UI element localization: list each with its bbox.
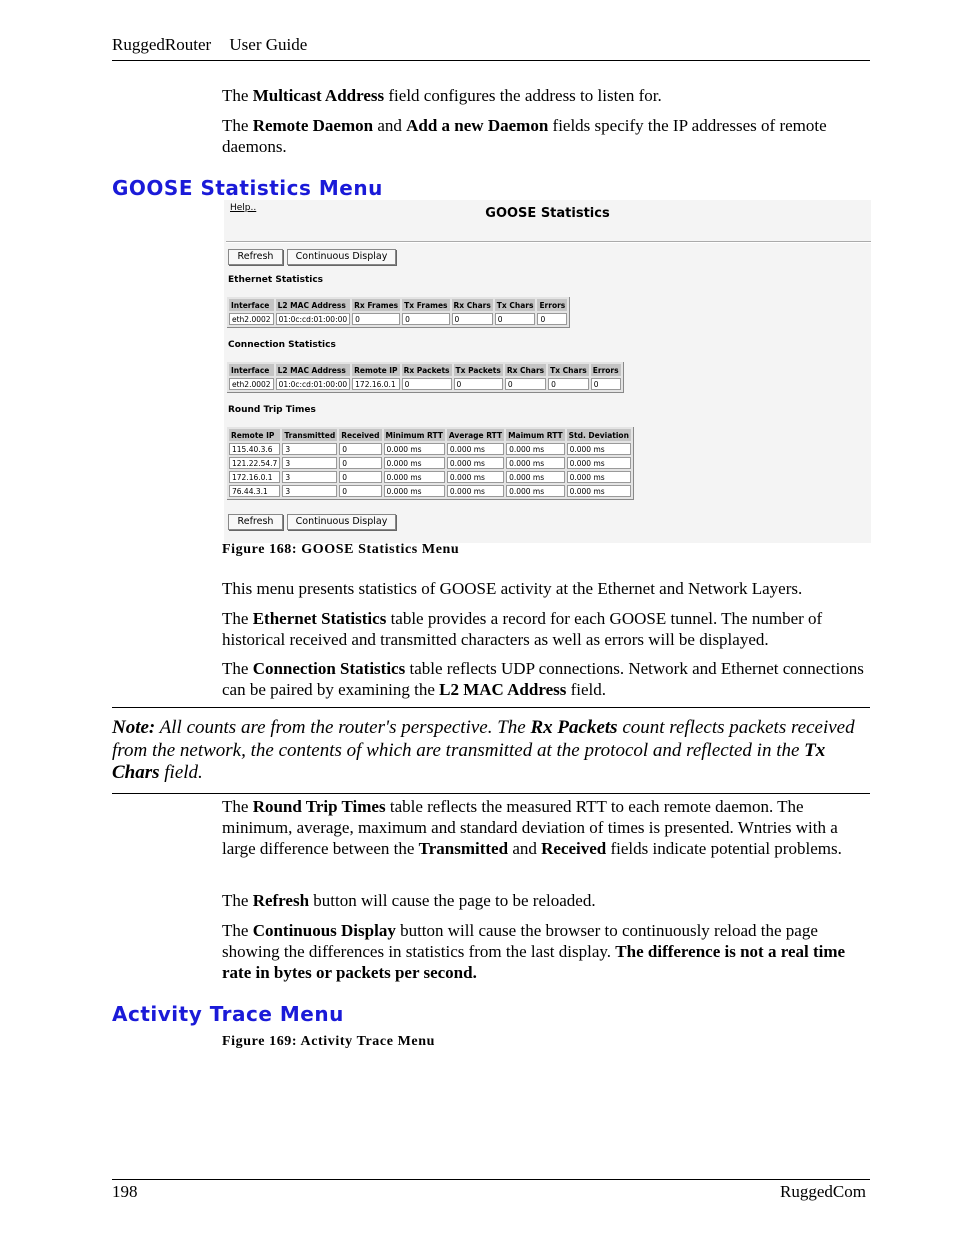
table-cell: 0.000 ms — [447, 457, 504, 469]
column-header: Rx Chars — [453, 300, 491, 310]
table-cell: 0 — [402, 313, 449, 325]
table-cell: 01:0c:cd:01:00:00 — [276, 313, 351, 325]
continuous-display-button-top[interactable]: Continuous Display — [287, 249, 396, 265]
table-cell: 0 — [339, 443, 381, 455]
table-cell: 0 — [339, 471, 381, 483]
panel-divider — [226, 241, 871, 243]
round-trip-times-heading: Round Trip Times — [228, 405, 316, 415]
table-cell: eth2.0002 — [229, 378, 274, 390]
panel-title: GOOSE Statistics — [485, 206, 610, 221]
section-title-activity-trace: Activity Trace Menu — [112, 1002, 344, 1026]
note-rule-top — [112, 707, 870, 708]
table-cell: 0.000 ms — [567, 443, 631, 455]
table-cell: 0 — [495, 313, 536, 325]
column-header: L2 MAC Address — [276, 299, 351, 311]
table-cell: 0.000 ms — [506, 443, 565, 455]
table-cell: 0.000 ms — [384, 457, 445, 469]
continuous-display-button-bottom[interactable]: Continuous Display — [287, 514, 396, 530]
para-round-trip-times: The Round Trip Times table reflects the measured RTT to each remote daemon. The minimum, average, maximum and standard deviation of times is presented. Wntries with a large difference between the Transmitted and Received fields indicate potential problems. — [222, 797, 842, 858]
table-cell: 115.40.3.6 — [229, 443, 280, 455]
para-connection-statistics: The Connection Statistics table reflects UDP connections. Network and Ethernet connections can be paired by examining the L2 MAC Address field. — [222, 659, 864, 699]
header-guide: User Guide — [229, 35, 308, 54]
table-cell: 0.000 ms — [447, 443, 504, 455]
table-cell: 0 — [339, 457, 381, 469]
table-cell: 3 — [282, 471, 337, 483]
column-header: Errors — [539, 300, 566, 310]
table-cell: 3 — [282, 485, 337, 497]
para-refresh: The Refresh button will cause the page to be reloaded. — [222, 891, 596, 910]
para-remote-daemon: The Remote Daemon and Add a new Daemon fields specify the IP addresses of remote daemons. — [222, 116, 827, 156]
para-ethernet-statistics: The Ethernet Statistics table provides a record for each GOOSE tunnel. The number of historical received and transmitted characters as well as errors will be displayed. — [222, 609, 823, 649]
table-cell: 0 — [505, 378, 546, 390]
column-header: Tx Chars — [550, 365, 587, 375]
note-rule-bottom — [112, 793, 870, 794]
column-header: Average RTT — [448, 430, 503, 440]
para-menu-presents: This menu presents statistics of GOOSE activity at the Ethernet and Network Layers. — [222, 579, 803, 598]
table-cell: 0 — [352, 313, 400, 325]
column-header: Std. Deviation — [568, 430, 629, 440]
table-row — [229, 471, 631, 483]
note-block: Note: All counts are from the router's perspective. The Rx Packets count reflects packets received from the network, the contents of which are transmitted at the protocol and reflected in the Tx Chars field. — [112, 717, 855, 783]
figure-168-caption: Figure 168: GOOSE Statistics Menu — [222, 542, 460, 557]
header-product: RuggedRouter — [112, 35, 212, 54]
table-cell: 76.44.3.1 — [229, 485, 280, 497]
table-cell: 0 — [402, 378, 452, 390]
footer-company: RuggedCom — [780, 1182, 866, 1201]
para-multicast: The Multicast Address field configures the address to listen for. — [222, 86, 662, 105]
running-header — [112, 35, 307, 55]
column-header: Minimum RTT — [385, 430, 443, 440]
table-cell: 0 — [452, 313, 493, 325]
connection-statistics-table — [227, 362, 624, 393]
column-header: Remote IP — [354, 365, 398, 375]
table-cell: 0.000 ms — [506, 471, 565, 483]
table-row — [229, 313, 567, 325]
column-header: Rx Frames — [354, 300, 399, 310]
column-header: Tx Chars — [496, 300, 534, 310]
column-header: Maimum RTT — [508, 430, 563, 440]
column-header: Interface — [229, 364, 274, 376]
ethernet-statistics-heading: Ethernet Statistics — [228, 275, 324, 285]
refresh-button-bottom[interactable]: Refresh — [228, 514, 283, 530]
table-cell: 3 — [282, 443, 337, 455]
table-cell: 01:0c:cd:01:00:00 — [276, 378, 351, 390]
para-continuous-display: The Continuous Display button will cause the browser to continuously reload the page showing the differences in statistics from the last display. The difference is not a real time rate in bytes or packets per second. — [222, 921, 846, 982]
table-row — [229, 378, 621, 390]
table-cell: 0.000 ms — [384, 471, 445, 483]
goose-statistics-screenshot — [224, 200, 871, 543]
figure-169-caption: Figure 169: Activity Trace Menu — [222, 1034, 436, 1049]
column-header: Rx Packets — [403, 365, 450, 375]
table-cell: 0.000 ms — [567, 471, 631, 483]
column-header: Transmitted — [284, 430, 336, 440]
table-cell: 0.000 ms — [506, 457, 565, 469]
table-cell: 0.000 ms — [384, 443, 445, 455]
column-header: L2 MAC Address — [276, 364, 351, 376]
table-cell: 172.16.0.1 — [229, 471, 280, 483]
column-header: Tx Packets — [455, 365, 501, 375]
table-cell: 121.22.54.7 — [229, 457, 280, 469]
column-header: Received — [341, 430, 380, 440]
column-header: Errors — [592, 365, 619, 375]
table-cell: 0.000 ms — [447, 471, 504, 483]
table-row — [229, 457, 631, 469]
table-cell: 0 — [591, 378, 621, 390]
ethernet-statistics-table — [227, 297, 570, 328]
round-trip-times-table — [227, 427, 634, 500]
table-cell: 172.16.0.1 — [352, 378, 399, 390]
table-cell: 0.000 ms — [506, 485, 565, 497]
table-row — [229, 443, 631, 455]
section-title-goose: GOOSE Statistics Menu — [112, 176, 383, 200]
header-rule — [112, 60, 870, 61]
refresh-button-top[interactable]: Refresh — [228, 249, 283, 265]
table-cell: 0.000 ms — [447, 485, 504, 497]
table-cell: eth2.0002 — [229, 313, 274, 325]
column-header: Remote IP — [229, 429, 280, 441]
connection-statistics-heading: Connection Statistics — [228, 340, 336, 350]
table-cell: 0 — [454, 378, 503, 390]
table-cell: 0 — [339, 485, 381, 497]
column-header: Interface — [229, 299, 274, 311]
footer-rule — [112, 1179, 870, 1180]
table-cell: 3 — [282, 457, 337, 469]
help-link[interactable]: Help.. — [230, 203, 257, 213]
table-cell: 0.000 ms — [567, 485, 631, 497]
column-header: Tx Frames — [404, 300, 448, 310]
column-header: Rx Chars — [506, 365, 545, 375]
table-cell: 0 — [537, 313, 567, 325]
table-cell: 0.000 ms — [384, 485, 445, 497]
table-cell: 0 — [548, 378, 589, 390]
table-row — [229, 485, 631, 497]
page-number: 198 — [112, 1182, 138, 1201]
table-cell: 0.000 ms — [567, 457, 631, 469]
